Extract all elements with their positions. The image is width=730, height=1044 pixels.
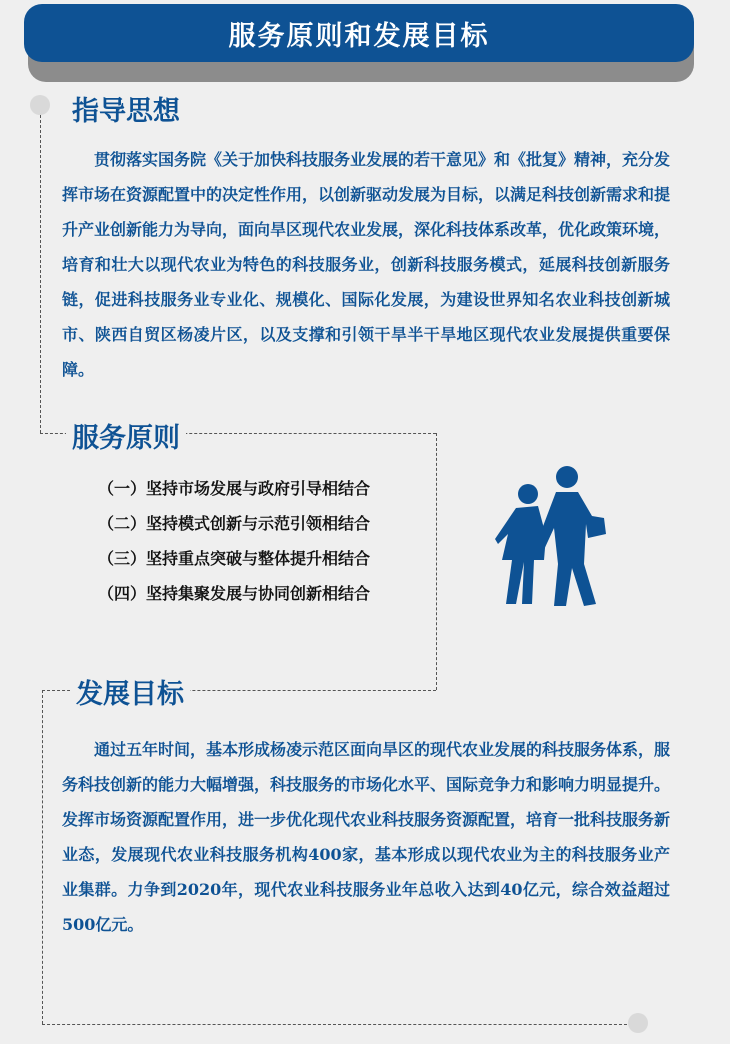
frame-line-principles-right [436, 433, 437, 690]
frame-dot-bottom [628, 1013, 648, 1033]
principle-item: （四）坚持集聚发展与协同创新相结合 [98, 584, 371, 603]
goals-paragraph: 通过五年时间，基本形成杨凌示范区面向旱区的现代农业发展的科技服务体系，服务科技创新的能力大幅增强，科技服务的市场化水平、国际竞争力和影响力明显提升。发挥市场资源配置作用，进一步优化现代农业科技服务资源配置，培育一批科技服务新业态，发展现代农业科技服务机构400家，基本形成以现代农业为主的科技服务业产业集群。力争到2020年，现代农业科技服务业年总收入达到40亿元，综合效益超过500亿元。 [62, 740, 671, 934]
page-title: 服务原则和发展目标 [228, 20, 490, 52]
frame-line-guiding-left [40, 115, 41, 433]
section-heading-guiding: 指导思想 [66, 89, 186, 128]
section-heading-goals: 发展目标 [70, 672, 190, 711]
frame-dot-top [30, 95, 50, 115]
guiding-paragraph: 贯彻落实国务院《关于加快科技服务业发展的若干意见》和《批复》精神，充分发挥市场在资源配置中的决定性作用，以创新驱动发展为目标，以满足科技创新需求和提升产业创新能力为导向，面向旱区现代农业发展，深化科技体系改革，优化政策环境，培育和壮大以现代农业为特色的科技服务业，创新科技服务模式，延展科技创新服务链，促进科技服务业专业化、规模化、国际化发展，为建设世界知名农业科技创新城市、陕西自贸区杨凌片区，以及支撑和引领干旱半干旱地区现代农业发展提供重要保障。 [62, 150, 671, 379]
frame-line-goals-left [42, 690, 43, 1024]
frame-line-bottom [42, 1024, 632, 1025]
walking-people-icon [494, 464, 614, 609]
title-banner [24, 4, 694, 62]
principle-item: （二）坚持模式创新与示范引领相结合 [98, 514, 371, 533]
section-heading-principles: 服务原则 [66, 416, 186, 455]
principle-item: （三）坚持重点突破与整体提升相结合 [98, 549, 371, 568]
principles-list [98, 476, 370, 616]
principle-item: （一）坚持市场发展与政府引导相结合 [98, 479, 371, 498]
